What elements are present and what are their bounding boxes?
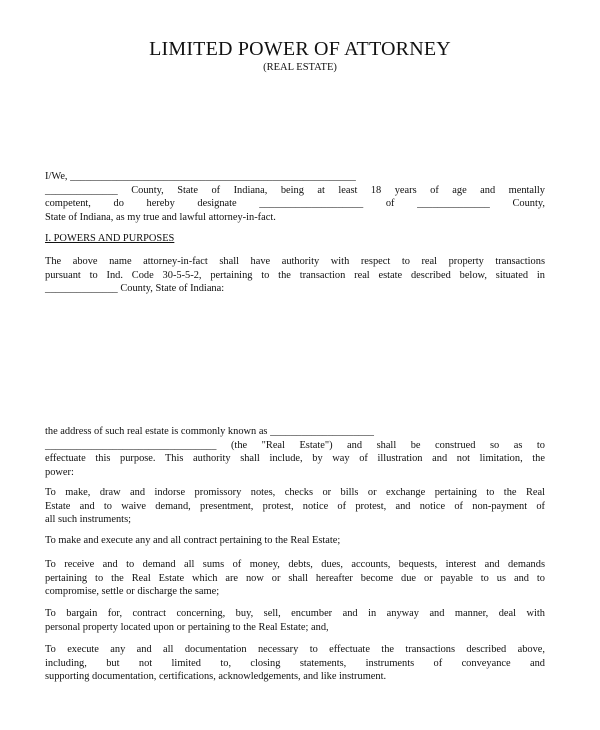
power-contracts-line: To make and execute any and all contract pertaining to the Real Estate; — [45, 535, 341, 546]
intro-line: competent, do hereby designate ____________________ of ______________ County, — [45, 198, 545, 210]
powers-line: pursuant to Ind. Code 30-5-5-2, pertaining to the transaction real estate described below, situated in — [45, 269, 545, 281]
power-money-line: pertaining to the Real Estate which are now or shall hereafter become due or payable to us and to — [45, 572, 545, 584]
power-documentation-line: supporting documentation, certifications, acknowledgements, and like instrument. — [45, 671, 387, 683]
address-line: effectuate this purpose. This authority shall include, by way of illustration and not limitation, the — [45, 453, 545, 465]
powers-line: ______________ County, State of Indiana: — [45, 283, 225, 295]
address-line: the address of such real estate is commonly known as ____________________ — [45, 426, 374, 437]
intro-line: ______________ County, State of Indiana, being at least 18 years of age and mentally — [45, 184, 545, 196]
power-documentation-line: To execute any and all documentation necessary to effectuate the transactions described above, — [45, 644, 545, 655]
power-notes-paragraph — [45, 486, 545, 527]
section-heading-text: I. POWERS AND PURPOSES — [45, 233, 175, 244]
power-contracts-paragraph — [45, 534, 545, 548]
document-title: LIMITED POWER OF ATTORNEY — [149, 38, 451, 60]
power-property-line: personal property located upon or pertaining to the Real Estate; and, — [45, 621, 329, 633]
power-money-line: compromise, settle or discharge the same; — [45, 586, 220, 598]
address-line: power: — [45, 466, 74, 478]
address-line: _________________________________ (the "Real Estate") and shall be construed so as to — [45, 439, 545, 451]
power-money-line: To receive and to demand all sums of money, debts, dues, accounts, bequests, interest and demands — [45, 559, 545, 570]
intro-line: State of Indiana, as my true and lawful attorney-in-fact. — [45, 211, 276, 223]
power-documentation-paragraph — [45, 643, 545, 684]
power-property-paragraph — [45, 607, 545, 634]
power-notes-line: all such instruments; — [45, 514, 132, 526]
section-heading-powers — [45, 232, 545, 246]
address-paragraph — [45, 425, 545, 479]
document-subtitle: (REAL ESTATE) — [263, 62, 337, 73]
power-notes-line: Estate and to waive demand, presentment, protest, notice of protest, and notice of non-payment of — [45, 500, 545, 512]
power-money-paragraph — [45, 558, 545, 599]
powers-paragraph — [45, 255, 545, 296]
power-notes-line: To make, draw and indorse promissory notes, checks or bills or exchange pertaining to the Real — [45, 487, 545, 498]
power-property-line: To bargain for, contract concerning, buy, sell, encumber and in anyway and manner, deal with — [45, 608, 545, 619]
power-documentation-line: including, but not limited to, closing statements, instruments of conveyance and — [45, 657, 545, 669]
intro-line: I/We, _______________________________________________________ — [45, 171, 356, 182]
powers-line: The above name attorney-in-fact shall have authority with respect to real property transactions — [45, 256, 545, 267]
intro-paragraph — [45, 170, 545, 224]
